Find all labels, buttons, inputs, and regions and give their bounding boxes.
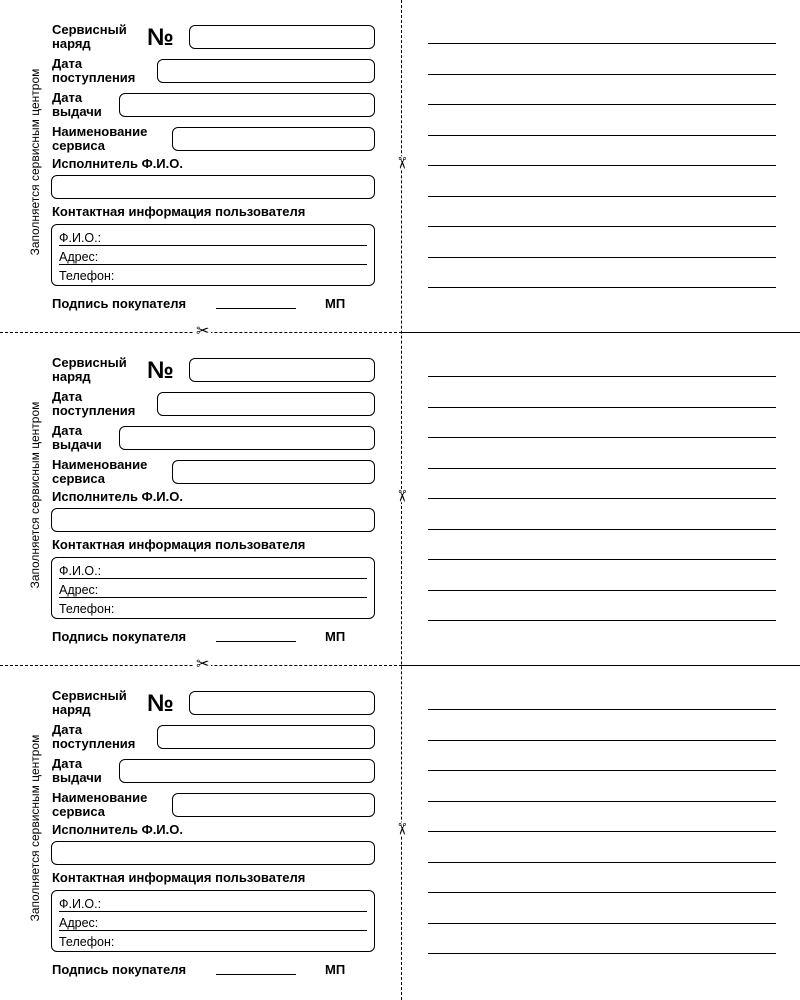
- number-sign: №: [147, 357, 174, 384]
- notes-line[interactable]: [428, 770, 776, 771]
- executor-field[interactable]: [51, 841, 375, 865]
- executor-label: Исполнитель Ф.И.О.: [52, 822, 183, 837]
- notes-line[interactable]: [428, 135, 776, 136]
- service-order-label: Сервисный наряд: [52, 355, 127, 384]
- section-divider: [402, 665, 800, 666]
- contact-title: Контактная информация пользователя: [52, 204, 306, 219]
- issue-date-label: Дата выдачи: [52, 423, 102, 452]
- service-order-number-field[interactable]: [189, 25, 375, 49]
- issue-date-label: Дата выдачи: [52, 90, 102, 119]
- notes-line[interactable]: [428, 620, 776, 621]
- contact-address-field[interactable]: Адрес:: [59, 250, 367, 265]
- notes-line[interactable]: [428, 196, 776, 197]
- side-label: Заполняется сервисным центром: [28, 68, 42, 256]
- service-order-number-field[interactable]: [189, 691, 375, 715]
- signature-line[interactable]: [216, 641, 296, 642]
- receipt-date-label: Дата поступления: [52, 389, 136, 418]
- notes-line[interactable]: [428, 923, 776, 924]
- executor-field[interactable]: [51, 508, 375, 532]
- scissors-icon: ✂: [392, 156, 410, 170]
- issue-date-field[interactable]: [119, 93, 375, 117]
- contact-title: Контактная информация пользователя: [52, 870, 306, 885]
- notes-line[interactable]: [428, 862, 776, 863]
- notes-line[interactable]: [428, 437, 776, 438]
- service-name-label: Наименование сервиса: [52, 790, 148, 819]
- contact-address-field[interactable]: Адрес:: [59, 583, 367, 598]
- notes-line[interactable]: [428, 226, 776, 227]
- notes-line[interactable]: [428, 801, 776, 802]
- contact-title: Контактная информация пользователя: [52, 537, 306, 552]
- notes-line[interactable]: [428, 74, 776, 75]
- notes-line[interactable]: [428, 953, 776, 954]
- signature-label: Подпись покупателя: [52, 962, 187, 977]
- issue-date-field[interactable]: [119, 426, 375, 450]
- contact-address-field[interactable]: Адрес:: [59, 916, 367, 931]
- section-divider: [402, 332, 800, 333]
- notes-line[interactable]: [428, 709, 776, 710]
- service-name-label: Наименование сервиса: [52, 124, 148, 153]
- scissors-icon: ✂: [196, 323, 210, 340]
- stamp-label: МП: [325, 296, 346, 311]
- signature-label: Подпись покупателя: [52, 629, 187, 644]
- stamp-label: МП: [325, 629, 346, 644]
- signature-line[interactable]: [216, 974, 296, 975]
- service-order-label: Сервисный наряд: [52, 22, 127, 51]
- contact-box: [51, 890, 375, 952]
- executor-label: Исполнитель Ф.И.О.: [52, 156, 183, 171]
- scissors-icon: ✂: [196, 656, 210, 673]
- service-name-field[interactable]: [172, 460, 375, 484]
- contact-name-field[interactable]: Ф.И.О.:: [59, 564, 367, 579]
- number-sign: №: [147, 690, 174, 717]
- service-coupon-2: [0, 333, 800, 666]
- service-name-label: Наименование сервиса: [52, 457, 148, 486]
- notes-line[interactable]: [428, 529, 776, 530]
- notes-line[interactable]: [428, 831, 776, 832]
- service-order-number-field[interactable]: [189, 358, 375, 382]
- receipt-date-field[interactable]: [157, 392, 375, 416]
- number-sign: №: [147, 24, 174, 51]
- stamp-label: МП: [325, 962, 346, 977]
- contact-box: [51, 224, 375, 286]
- receipt-date-label: Дата поступления: [52, 56, 136, 85]
- contact-phone-field[interactable]: Телефон:: [59, 269, 115, 283]
- issue-date-label: Дата выдачи: [52, 756, 102, 785]
- notes-line[interactable]: [428, 892, 776, 893]
- notes-line[interactable]: [428, 407, 776, 408]
- contact-box: [51, 557, 375, 619]
- notes-line[interactable]: [428, 468, 776, 469]
- service-order-label: Сервисный наряд: [52, 688, 127, 717]
- notes-line[interactable]: [428, 740, 776, 741]
- scissors-icon: ✂: [392, 489, 410, 503]
- receipt-date-field[interactable]: [157, 59, 375, 83]
- contact-phone-field[interactable]: Телефон:: [59, 935, 115, 949]
- signature-line[interactable]: [216, 308, 296, 309]
- contact-name-field[interactable]: Ф.И.О.:: [59, 897, 367, 912]
- notes-line[interactable]: [428, 43, 776, 44]
- notes-line[interactable]: [428, 376, 776, 377]
- contact-phone-field[interactable]: Телефон:: [59, 602, 115, 616]
- issue-date-field[interactable]: [119, 759, 375, 783]
- receipt-date-field[interactable]: [157, 725, 375, 749]
- signature-label: Подпись покупателя: [52, 296, 187, 311]
- side-label: Заполняется сервисным центром: [28, 734, 42, 922]
- notes-line[interactable]: [428, 498, 776, 499]
- notes-line[interactable]: [428, 559, 776, 560]
- scissors-icon: ✂: [392, 822, 410, 836]
- receipt-date-label: Дата поступления: [52, 722, 136, 751]
- service-name-field[interactable]: [172, 793, 375, 817]
- notes-line[interactable]: [428, 257, 776, 258]
- notes-line[interactable]: [428, 287, 776, 288]
- service-name-field[interactable]: [172, 127, 375, 151]
- service-coupon-1: [0, 0, 800, 333]
- notes-line[interactable]: [428, 104, 776, 105]
- side-label: Заполняется сервисным центром: [28, 401, 42, 589]
- service-coupon-3: [0, 666, 800, 999]
- notes-line[interactable]: [428, 165, 776, 166]
- notes-line[interactable]: [428, 590, 776, 591]
- contact-name-field[interactable]: Ф.И.О.:: [59, 231, 367, 246]
- executor-label: Исполнитель Ф.И.О.: [52, 489, 183, 504]
- executor-field[interactable]: [51, 175, 375, 199]
